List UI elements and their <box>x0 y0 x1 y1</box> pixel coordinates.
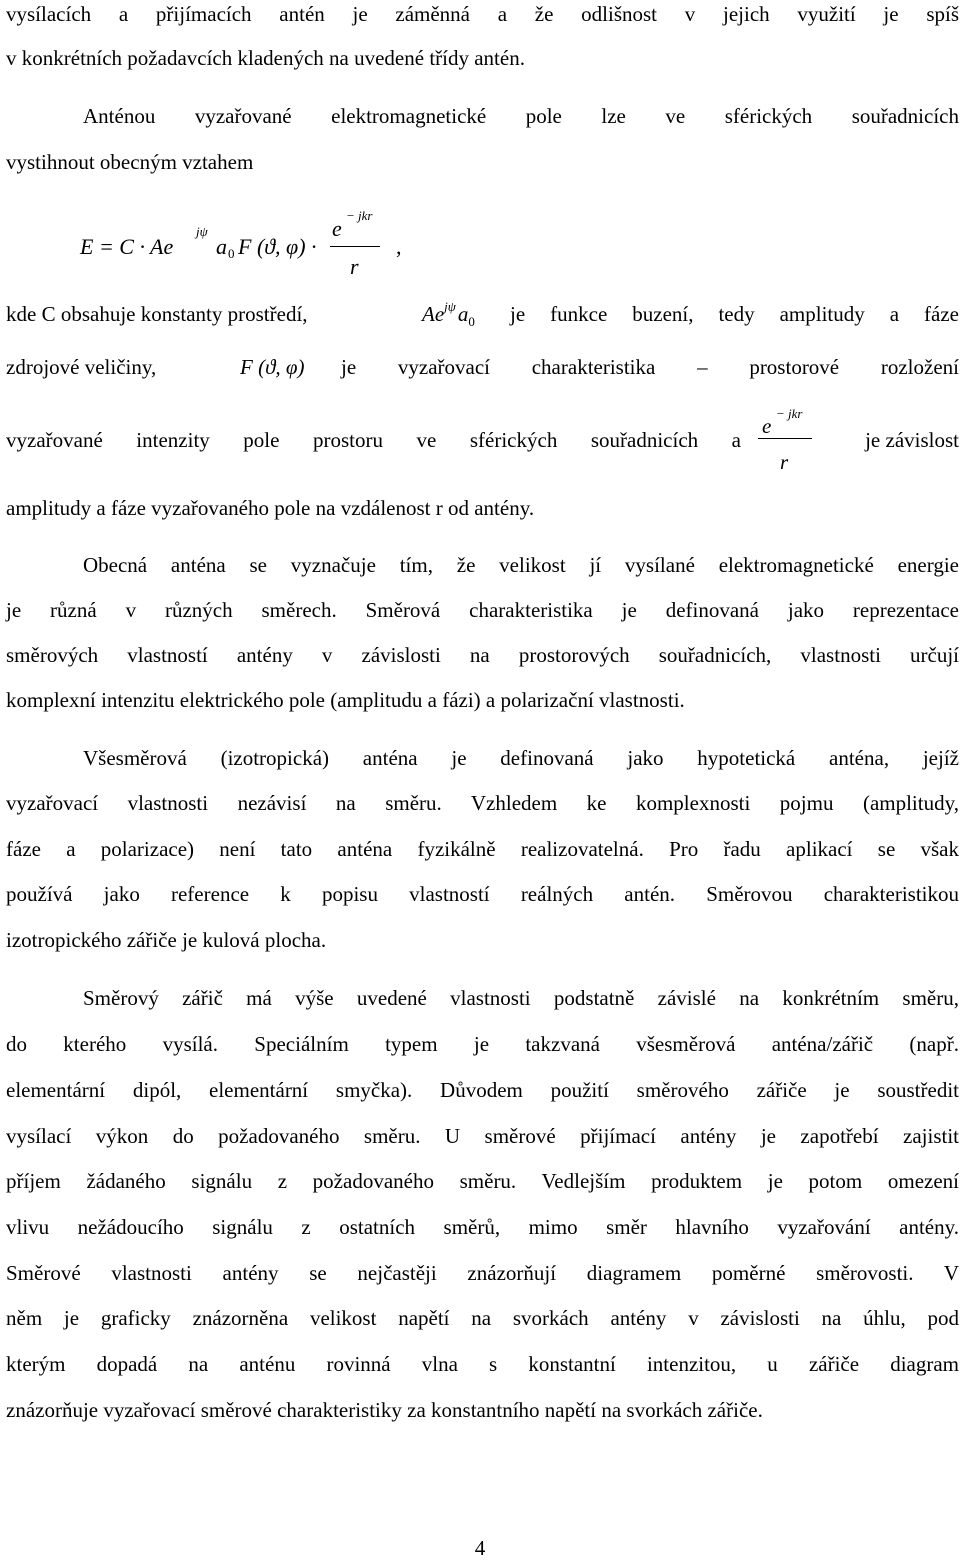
text-line: fáze a polarizace) není tato anténa fyzikálně realizovatelná. Pro řadu aplikací se však <box>6 837 959 861</box>
math-F: F (ϑ, φ) <box>240 355 305 379</box>
text-line: zdrojové veličiny, <box>6 355 157 379</box>
text-line: komplexní intenzitu elektrického pole (amplitudu a fázi) a polarizační vlastnosti. <box>6 688 685 712</box>
text-line: vlivu nežádoucího signálu z ostatních směrů, mimo směr hlavního vyzařování antény. <box>6 1215 959 1239</box>
formula-num-exp: − jkr <box>346 208 373 223</box>
fraction-bar <box>758 438 812 439</box>
text-line: je vyzařovací charakteristika – prostorové rozložení <box>341 355 959 379</box>
text-line: vyzařovací vlastnosti nezávisí na směru. Vzhledem ke komplexnosti pojmu (amplitudy, <box>6 791 959 815</box>
text-line: elementární dipól, elementární smyčka). Důvodem použití směrového zářiče je soustředit <box>6 1078 959 1102</box>
text-line: je funkce buzení, tedy amplitudy a fáze <box>510 302 959 326</box>
text-line: vystihnout obecným vztahem <box>6 150 254 174</box>
math-frac-exp: − jkr <box>776 406 803 421</box>
fraction-bar <box>330 246 380 247</box>
formula-exp: jψ <box>196 224 208 239</box>
text-line: něm je graficky znázorněna velikost napětí na svorkách antény v závislosti na úhlu, pod <box>6 1306 959 1330</box>
math-a: a <box>457 302 469 326</box>
text-line: směrových vlastností antény v závislosti na prostorových souřadnicích, vlastnosti určují <box>6 643 959 667</box>
text-line: vyzařované intenzity pole prostoru ve sférických souřadnicích a <box>6 428 741 452</box>
text-line: Anténou vyzařované elektromagnetické pole lze ve sférických souřadnicích <box>83 104 959 128</box>
text-line: Směrový zářič má výše uvedené vlastnosti podstatně závislé na konkrétním směru, <box>83 986 959 1010</box>
text-line: vysílacích a přijímacích antén je záměnná a že odlišnost v jejich využití je spíš <box>6 2 959 26</box>
display-formula <box>80 210 440 285</box>
inline-math-F <box>240 355 305 379</box>
math-frac-e: e <box>762 414 772 438</box>
text-line: je různá v různých směrech. Směrová charakteristika je definovaná jako reprezentace <box>6 598 959 622</box>
text-line: Obecná anténa se vyznačuje tím, že velikost jí vysílané elektromagnetické energie <box>83 553 959 577</box>
math-sub: 0 <box>468 314 475 329</box>
text-line: v konkrétních požadavcích kladených na uvedené třídy antén. <box>6 46 525 70</box>
formula-num-e: e <box>332 216 342 241</box>
text-line: kterým dopadá na anténu rovinná vlna s konstantní intenzitou, u zářiče diagram <box>6 1352 959 1376</box>
text-line: příjem žádaného signálu z požadovaného směru. Vedlejším produktem je potom omezení <box>6 1169 959 1193</box>
formula-lhs: E = C · Ae <box>80 234 174 259</box>
math-exp: jψ <box>444 299 456 314</box>
text-line: znázorňuje vyzařovací směrové charakteristiky za konstantního napětí na svorkách zářiče. <box>6 1398 763 1422</box>
text-line: do kterého vysílá. Speciálním typem je takzvaná všesměrová anténa/zářič (např. <box>6 1032 959 1056</box>
text-line: Všesměrová (izotropická) anténa je definovaná jako hypotetická anténa, jejíž <box>83 746 959 770</box>
formula-a: a <box>216 234 227 259</box>
text-line: Směrové vlastnosti antény se nejčastěji znázorňují diagramem poměrné směrovosti. V <box>6 1261 959 1285</box>
formula-den: r <box>350 254 359 279</box>
math-frac-den: r <box>780 450 789 474</box>
formula-comma: , <box>396 234 402 259</box>
inline-fraction <box>758 404 818 476</box>
math-Ae: Ae <box>422 302 445 326</box>
text-line: je závislost <box>865 428 959 452</box>
text-line: amplitudy a fáze vyzařovaného pole na vzdálenost r od antény. <box>6 496 535 520</box>
text-line: izotropického zářiče je kulová plocha. <box>6 928 327 952</box>
text-line: používá jako reference k popisu vlastností reálných antén. Směrovou charakteristikou <box>6 882 959 906</box>
page-number: 4 <box>474 1536 486 1560</box>
formula-F: F (ϑ, φ) · <box>238 234 317 259</box>
inline-math-amplitude <box>422 299 475 329</box>
text-segment: kde C obsahuje konstanty prostředí, <box>6 302 308 326</box>
text-line: vysílací výkon do požadovaného směru. U směrové přijímací antény je zapotřebí zajistit <box>6 1124 959 1148</box>
formula-sub: 0 <box>228 246 235 261</box>
